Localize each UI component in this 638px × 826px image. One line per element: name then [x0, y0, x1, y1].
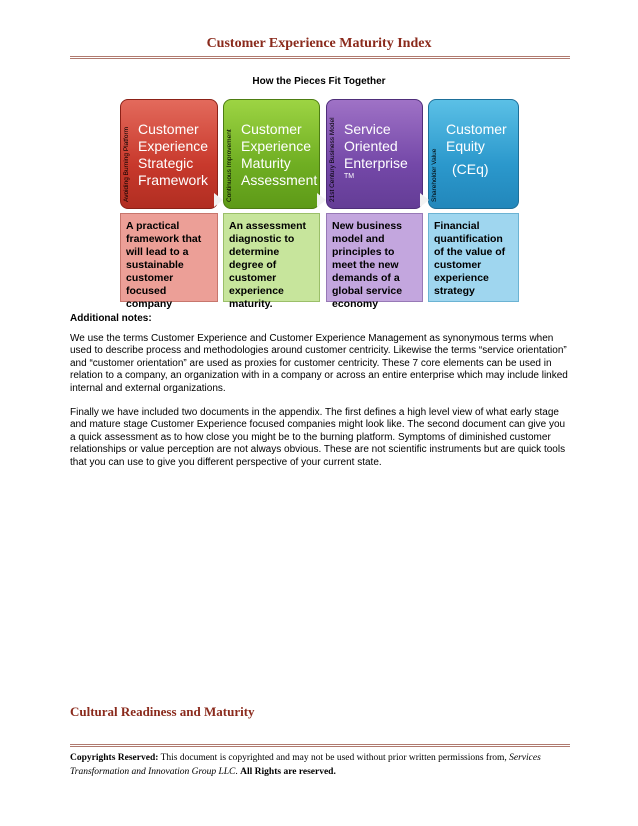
stage-3-trademark: TM — [344, 173, 355, 180]
diagram-title: How the Pieces Fit Together — [252, 76, 386, 87]
section-title: Cultural Readiness and Maturity — [70, 704, 255, 719]
stage-4-heading-wrap — [446, 121, 514, 178]
arrow-right-icon — [317, 193, 326, 207]
stage-3-heading-wrap — [344, 121, 418, 181]
stage-3-header — [326, 99, 423, 209]
notes-paragraph-2: Finally we have included two documents in the appendix. The first defines a high level view of what early stage and mature stage Customer Experience focused companies might look like. The second document can give you a quick assessment as to how close you might be to the burning platform. Symptoms of diminished customer relationships or value perception are not always obvious. These are not scientific instruments but are quick tools that you can use to give you different perspective of your current state. — [70, 407, 566, 468]
stage-2-heading: Customer Experience Maturity Assessment — [241, 121, 318, 188]
stage-3-description: New business model and principles to meet the new demands of a global service economy — [326, 213, 423, 302]
stage-1-description: A practical framework that will lead to a sustainable customer focused company — [120, 213, 218, 302]
stage-2-side-label: Continuous Improvement — [226, 129, 233, 202]
stage-2-description: An assessment diagnostic to determine degree of customer experience maturity. — [223, 213, 320, 302]
stage-4-heading: Customer Equity — [446, 121, 507, 154]
stage-2-header — [223, 99, 320, 209]
stage-4-side-label: Shareholder Value — [431, 148, 438, 202]
footer-text-2: . — [235, 767, 241, 777]
stage-4-header — [428, 99, 519, 209]
notes-heading: Additional notes: — [70, 313, 152, 324]
stage-4-description: Financial quantification of the value of customer experience strategy — [428, 213, 519, 302]
footer-rights: All Rights are reserved. — [240, 767, 336, 777]
stage-1-side-label: Avoiding Burning Platform — [123, 126, 130, 202]
arrow-right-icon — [420, 193, 429, 207]
stage-3-side-label: 21st Century Business Model — [329, 117, 336, 202]
stage-3-heading: Service Oriented Enterprise — [344, 121, 408, 171]
footer-copyright — [70, 751, 570, 779]
stage-1-heading: Customer Experience Strategic Framework — [138, 121, 209, 188]
footer-text-1: This document is copyrighted and may not be used without prior written permissions from, — [158, 753, 510, 763]
header-divider — [70, 56, 570, 59]
footer-divider — [70, 744, 570, 747]
stage-1-header — [120, 99, 218, 209]
footer-copyright-label: Copyrights Reserved: — [70, 753, 159, 763]
footer-company: Services Transformation and Innovation Group LLC — [70, 753, 541, 777]
stage-4-abbreviation: (CEq) — [452, 161, 489, 177]
notes-paragraph-1: We use the terms Customer Experience and Customer Experience Management as synonymous terms when used to describe process and methodologies around customer centricity. Likewise the terms “service orientation” and “customer orientation” are used as proxies for customer centricity. These 7 core elements can be used in relation to a company, an organization with in a company or across an entire enterprise which may include linked internal and external organizations. — [70, 333, 568, 394]
page-header-title: Customer Experience Maturity Index — [206, 36, 432, 51]
arrow-right-icon — [214, 193, 223, 207]
